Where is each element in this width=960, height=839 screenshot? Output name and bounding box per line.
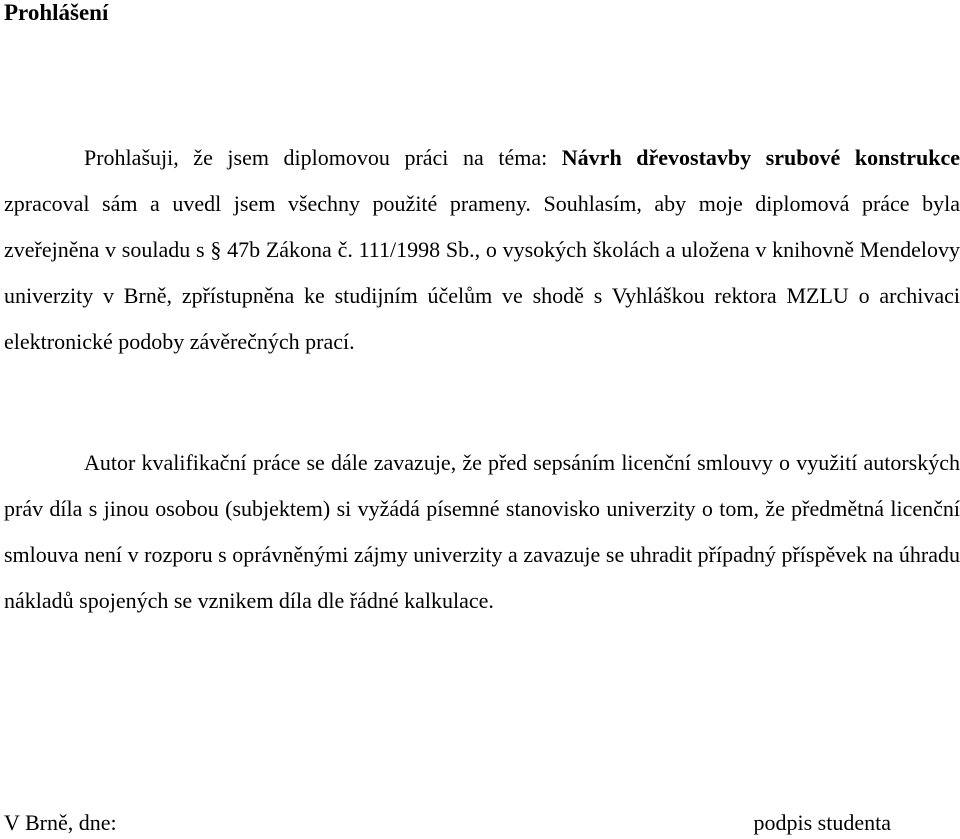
license-paragraph [4, 440, 960, 624]
declaration-text-before-title: Prohlašuji, že jsem diplomovou práci na téma: [84, 145, 562, 170]
thesis-title: Návrh dřevostavby srubové konstrukce [561, 145, 960, 170]
place-date-label: V Brně, dne: [4, 810, 117, 835]
student-signature-label: podpis studenta [753, 810, 891, 835]
license-text: Autor kvalifikační práce se dále zavazuje, že před sepsáním licenční smlouvy o využití autorských práv díla s jinou osobou (subjektem) si vyžádá písemné stanovisko univerzity o tom, že předmětná licenční smlouva není v rozporu s oprávněnými zájmy univerzity a zavazuje se uhradit případný příspěvek na úhradu nákladů spojených se vznikem díla dle řádné kalkulace. [4, 450, 960, 613]
page-title: Prohlášení [4, 0, 109, 25]
declaration-paragraph [4, 135, 960, 365]
declaration-text-after-title: zpracoval sám a uvedl jsem všechny použité prameny. Souhlasím, aby moje diplomová práce byla zveřejněna v souladu s § 47b Zákona č. 111/1998 Sb., o vysokých školách a uložena v knihovně Mendelovy univerzity v Brně, zpřístupněna ke studijním účelům ve shodě s Vyhláškou rektora MZLU o archivaci elektronické podoby závěrečných prací. [4, 191, 960, 354]
